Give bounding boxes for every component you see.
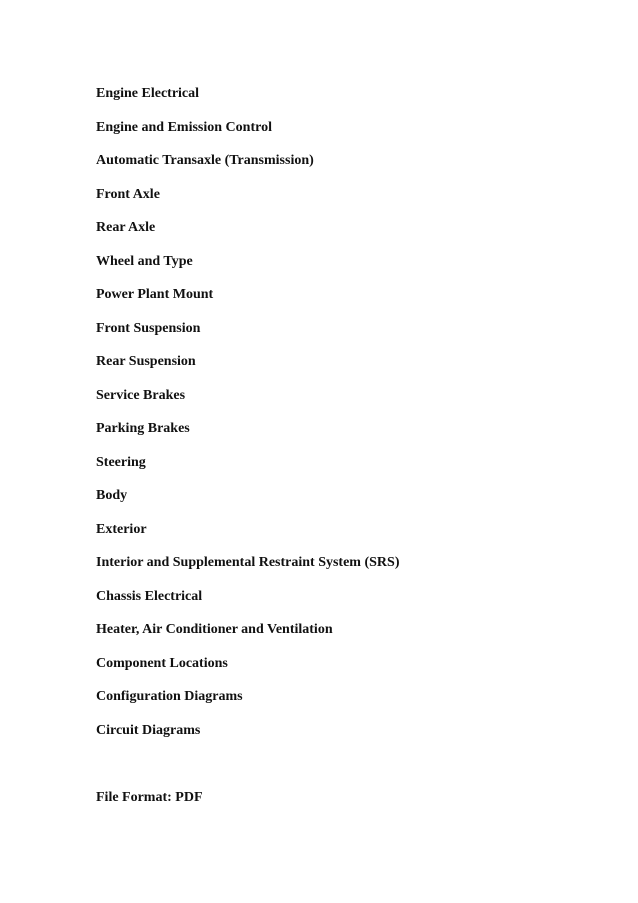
section-item: Power Plant Mount [96,287,214,302]
section-item: Front Suspension [96,320,201,336]
section-item: Service Brakes [96,387,186,403]
section-item: Rear Suspension [96,354,196,369]
section-item: Rear Axle [96,220,156,235]
section-item: Body [96,488,128,503]
section-item: Steering [96,454,146,470]
section-item: Interior and Supplemental Restraint System (SRS) [96,555,400,570]
section-item: Chassis Electrical [96,588,203,604]
section-item: Front Axle [96,186,160,202]
file-format-line: File Format: PDF [96,790,203,805]
section-item: Engine Electrical [96,86,200,101]
section-item: Automatic Transaxle (Transmission) [96,153,314,168]
section-list [96,86,399,756]
section-item: Exterior [96,521,147,537]
section-item: Configuration Diagrams [96,689,243,704]
section-item: Wheel and Type [96,253,193,269]
section-item: Engine and Emission Control [96,119,272,135]
section-item: Component Locations [96,655,228,671]
section-item: Heater, Air Conditioner and Ventilation [96,622,333,637]
section-item: Parking Brakes [96,421,190,436]
section-item: Circuit Diagrams [96,722,201,738]
